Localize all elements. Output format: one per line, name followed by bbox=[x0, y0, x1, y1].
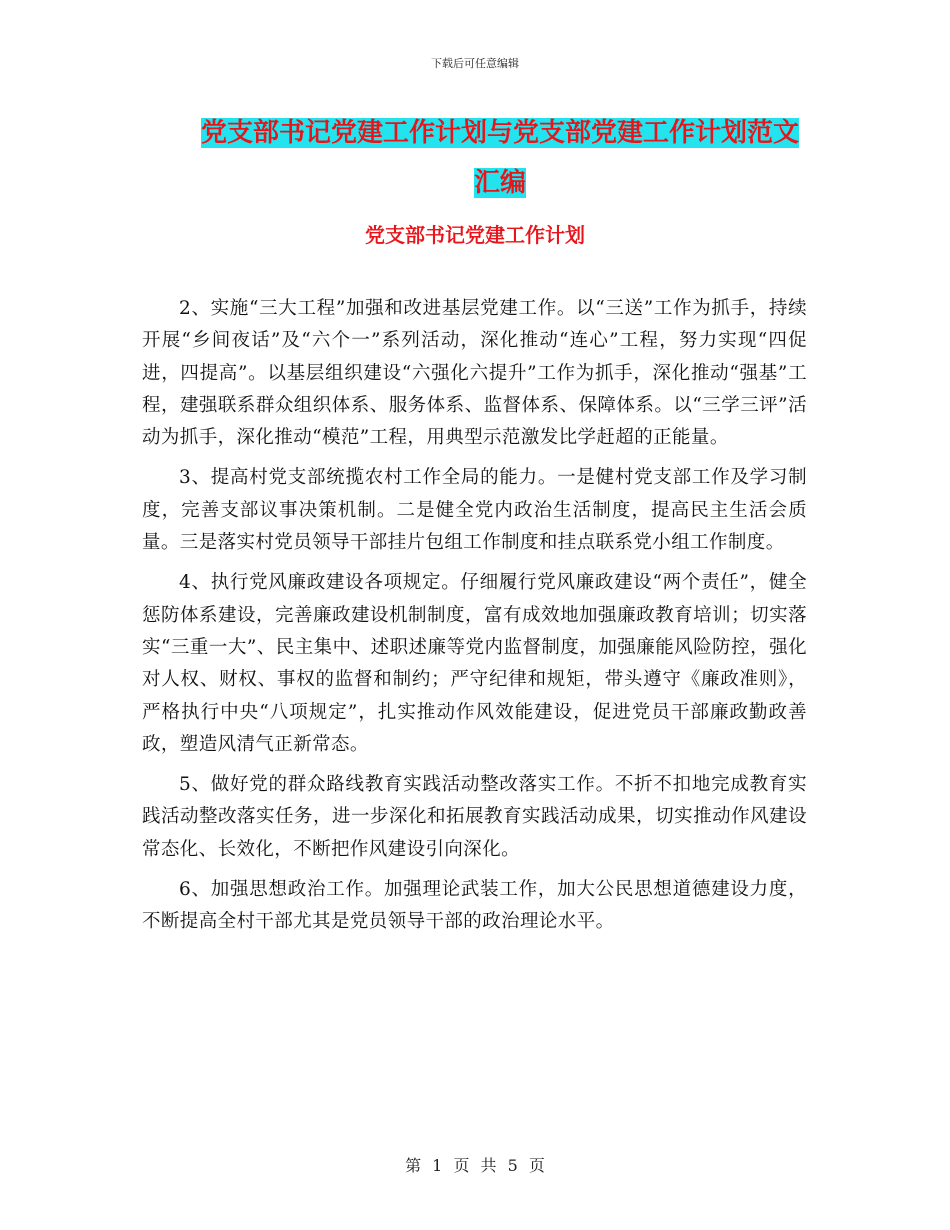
paragraph: 3、提高村党支部统揽农村工作全局的能力。一是健村党支部工作及学习制度，完善支部议事决策机制。二是健全党内政治生活制度，提高民主生活会质量。三是落实村党员领导干部挂片包组工作制度和挂点联系党小组工作制度。 bbox=[142, 467, 807, 554]
paragraph: 2、实施“三大工程”加强和改进基层党建工作。以“三送”工作为抓手，持续开展“乡间夜话”及“六个一”系列活动，深化推动“连心”工程，努力实现“四促进，四提高”。以基层组织建设“六强化六提升”工作为抓手，深化推动“强基”工程，建强联系群众组织体系、服务体系、监督体系、保障体系。以“三学三评”活动为抓手，深化推动“模范”工程，用典型示范激发比学赶超的正能量。 bbox=[142, 298, 807, 449]
document-title-line-1: 党支部书记党建工作计划与党支部党建工作计划范文 bbox=[200, 118, 799, 148]
header-note: 下载后可任意编辑 bbox=[431, 57, 519, 70]
page-footer: 第 1 页 共 5 页 bbox=[405, 1156, 545, 1175]
body-text bbox=[142, 293, 807, 947]
paragraph: 5、做好党的群众路线教育实践活动整改落实工作。不折不扣地完成教育实践活动整改落实任务，进一步深化和拓展教育实践活动成果，切实推动作风建设常态化、长效化，不断把作风建设引向深化。 bbox=[142, 774, 807, 860]
paragraph: 6、加强思想政治工作。加强理论武装工作，加大公民思想道德建设力度，不断提高全村干部尤其是党员领导干部的政治理论水平。 bbox=[142, 879, 807, 933]
paragraph: 4、执行党风廉政建设各项规定。仔细履行党风廉政建设“两个责任”，健全惩防体系建设，完善廉政建设机制制度，富有成效地加强廉政教育培训；切实落实“三重一大”、民主集中、述职述廉等党内监督制度，加强廉能风险防控，强化对人权、财权、事权的监督和制约；严守纪律和规矩，带头遵守《廉政准则》，严格执行中央“八项规定”，扎实推动作风效能建设，促进党员干部廉政勤政善政，塑造风清气正新常态。 bbox=[142, 572, 807, 755]
document-title bbox=[150, 108, 850, 208]
document-title-line-2: 汇编 bbox=[473, 168, 526, 198]
section-title: 党支部书记党建工作计划 bbox=[365, 223, 585, 247]
